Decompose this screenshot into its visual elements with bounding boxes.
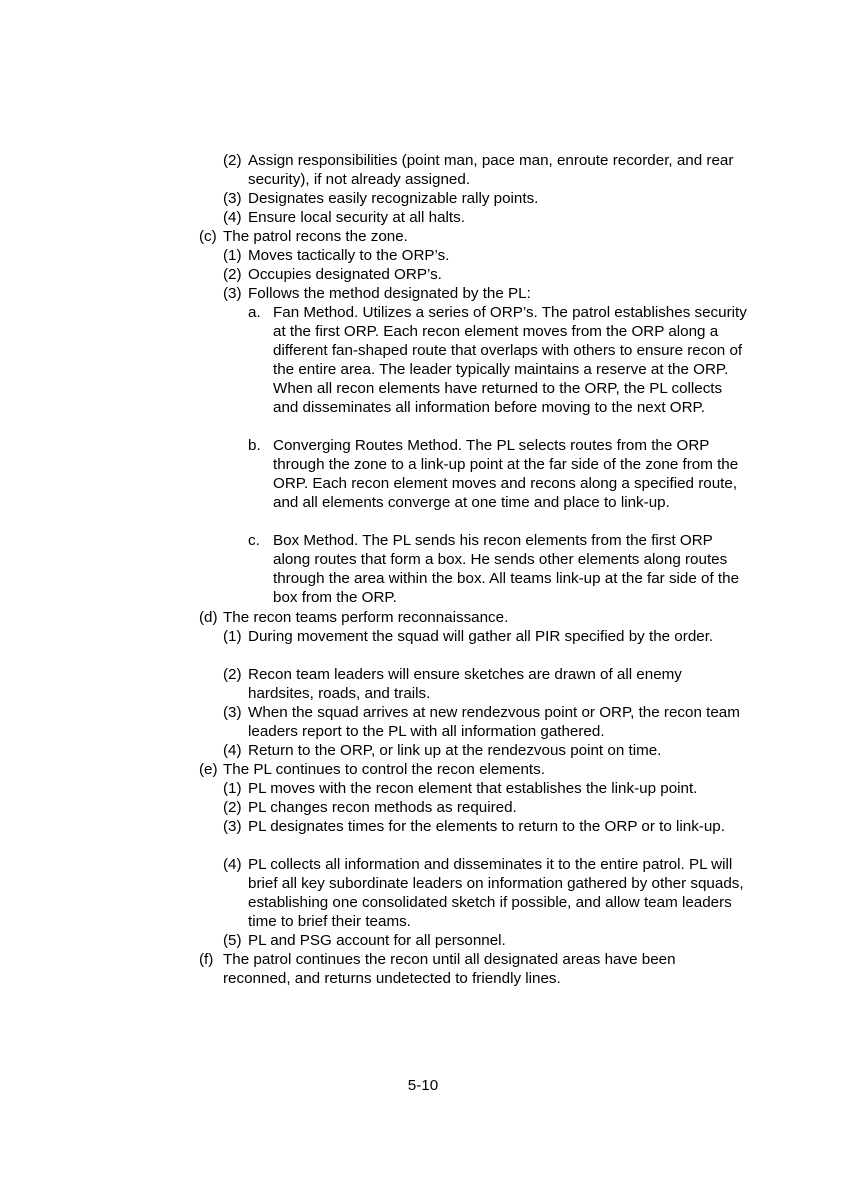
item-number: (3) bbox=[223, 190, 242, 207]
item-number: (2) bbox=[223, 152, 242, 169]
item-number: (3) bbox=[223, 818, 242, 835]
list-item bbox=[223, 931, 747, 950]
item-letter: a. bbox=[248, 304, 261, 321]
item-text: PL collects all information and disseminates it to the entire patrol. PL will brief all key subordinate leaders on information gathered by other squads, establishing one consolidated sketch if possible, and allow team leaders time to brief their teams. bbox=[248, 856, 744, 930]
item-letter: c. bbox=[248, 532, 260, 549]
item-text: The PL continues to control the recon elements. bbox=[223, 761, 545, 778]
item-text: PL moves with the recon element that establishes the link-up point. bbox=[248, 780, 698, 797]
item-text: Recon team leaders will ensure sketches are drawn of all enemy hardsites, roads, and trails. bbox=[248, 666, 682, 702]
list-item bbox=[199, 227, 747, 246]
item-text: Return to the ORP, or link up at the rendezvous point on time. bbox=[248, 742, 662, 759]
list-item bbox=[223, 208, 747, 227]
list-item bbox=[223, 855, 747, 931]
list-item bbox=[199, 950, 747, 988]
list-item bbox=[223, 151, 747, 189]
item-text: The recon teams perform reconnaissance. bbox=[223, 609, 509, 626]
list-item bbox=[248, 531, 748, 607]
list-item bbox=[223, 798, 747, 817]
item-text: Occupies designated ORP’s. bbox=[248, 266, 442, 283]
item-text: PL designates times for the elements to return to the ORP or to link-up. bbox=[248, 818, 725, 835]
item-number: (4) bbox=[223, 856, 242, 873]
item-letter: b. bbox=[248, 437, 261, 454]
page-number: 5-10 bbox=[407, 1077, 439, 1094]
list-item bbox=[223, 817, 747, 836]
item-text: The patrol recons the zone. bbox=[223, 228, 408, 245]
list-item bbox=[223, 627, 747, 646]
item-text: Converging Routes Method. The PL selects routes from the ORP through the zone to a link-up point at the far side of the zone from the ORP. Each recon element moves and recons along a specified route, and all elements converge at one time and place to link-up. bbox=[273, 437, 739, 511]
list-item bbox=[223, 779, 747, 798]
list-item bbox=[199, 760, 747, 779]
item-text: When the squad arrives at new rendezvous point or ORP, the recon team leaders report to the PL with all information gathered. bbox=[248, 704, 740, 740]
list-item bbox=[223, 665, 747, 703]
item-text: Moves tactically to the ORP’s. bbox=[248, 247, 450, 264]
item-text: Follows the method designated by the PL: bbox=[248, 285, 531, 302]
list-item bbox=[223, 246, 747, 265]
item-number: (3) bbox=[223, 704, 242, 721]
item-text: Ensure local security at all halts. bbox=[248, 209, 465, 226]
list-item bbox=[248, 303, 748, 417]
list-item bbox=[199, 608, 747, 627]
item-text: Assign responsibilities (point man, pace man, enroute recorder, and rear security), if not already assigned. bbox=[248, 152, 734, 188]
item-number: (1) bbox=[223, 780, 242, 797]
item-number: (3) bbox=[223, 285, 242, 302]
item-number: (1) bbox=[223, 628, 242, 645]
list-item bbox=[223, 703, 747, 741]
list-item bbox=[223, 265, 747, 284]
item-number: (2) bbox=[223, 799, 242, 816]
item-text: PL and PSG account for all personnel. bbox=[248, 932, 506, 949]
item-number: (1) bbox=[223, 247, 242, 264]
item-number: (2) bbox=[223, 266, 242, 283]
item-number: (5) bbox=[223, 932, 242, 949]
item-text: Designates easily recognizable rally points. bbox=[248, 190, 539, 207]
item-number: (f) bbox=[199, 951, 214, 968]
list-item bbox=[223, 189, 747, 208]
item-text: Fan Method. Utilizes a series of ORP’s. The patrol establishes security at the first ORP. Each recon element moves from the ORP along a different fan-shaped route that overlaps with others to ensure recon of the entire area. The leader typically maintains a reserve at the ORP. When all recon elements have returned to the ORP, the PL collects and disseminates all information before moving to the next ORP. bbox=[273, 304, 747, 416]
item-text: The patrol continues the recon until all designated areas have been reconned, and returns undetected to friendly lines. bbox=[223, 951, 676, 987]
item-number: (4) bbox=[223, 742, 242, 759]
item-number: (4) bbox=[223, 209, 242, 226]
item-number: (e) bbox=[199, 761, 218, 778]
list-item bbox=[223, 741, 747, 760]
item-number: (d) bbox=[199, 609, 218, 626]
item-number: (c) bbox=[199, 228, 217, 245]
list-item bbox=[248, 436, 748, 512]
item-text: PL changes recon methods as required. bbox=[248, 799, 517, 816]
list-item bbox=[223, 284, 747, 303]
item-text: Box Method. The PL sends his recon elements from the first ORP along routes that form a box. He sends other elements along routes through the area within the box. All teams link-up at the far side of the box from the ORP. bbox=[273, 532, 740, 606]
item-text: During movement the squad will gather all PIR specified by the order. bbox=[248, 628, 714, 645]
item-number: (2) bbox=[223, 666, 242, 683]
